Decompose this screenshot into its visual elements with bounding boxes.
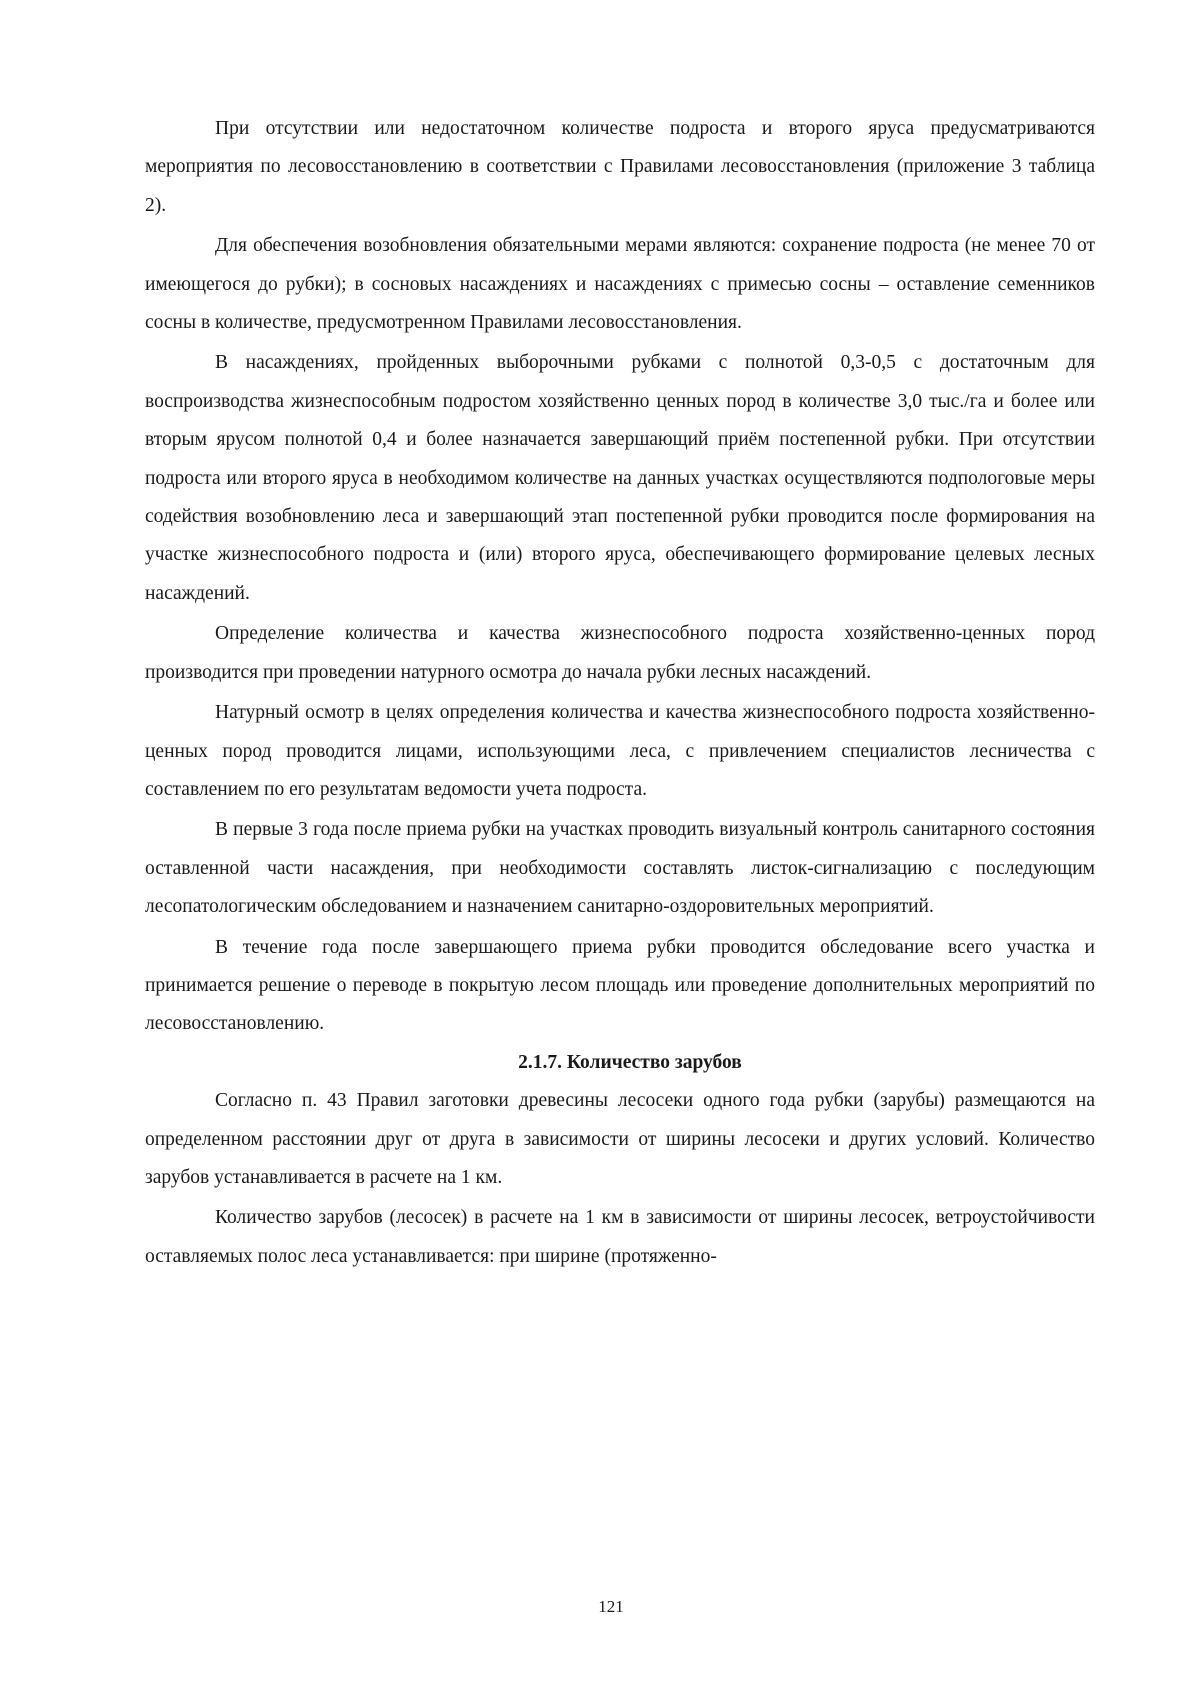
paragraph-undergrowth-assessment: Определение количества и качества жизнеспособного подроста хозяйственно-ценных пород производится при проведении натурного осмотра до начала рубки лесных насаждений. xyxy=(145,623,1095,683)
paragraph-selective-cutting: В насаждениях, пройденных выборочными рубками с полнотой 0,3-0,5 с достаточным для воспроизводства жизнеспособным подростом хозяйственно ценных пород в количестве 3,0 тыс./га и более или вторым ярусом полнотой 0,4 и более назначается завершающий приём постепенной рубки. При отсутствии подроста или второго яруса в необходимом количестве на данных участках осуществляются подпологовые меры содействия возобновлению леса и завершающий этап постепенной рубки проводится после формирования на участке жизнеспособного подроста и (или) второго яруса, обеспечивающего формирование целевых лесных насаждений. xyxy=(145,352,1095,604)
paragraph-site-survey: В течение года после завершающего приема рубки проводится обследование всего участка и принимается решение о переводе в покрытую лесом площадь или проведение дополнительных мероприятий по лесовосстановлению. xyxy=(145,936,1095,1035)
paragraph-sanitary-control: В первые 3 года после приема рубки на участках проводить визуальный контроль санитарного состояния оставленной части насаждения, при необходимости составлять листок-сигнализацию с последующим лесопатологическим обследованием и назначением санитарно-оздоровительных мероприятий. xyxy=(145,819,1095,918)
paragraph-cutting-placement: Согласно п. 43 Правил заготовки древесины лесосеки одного года рубки (зарубы) размещаются на определенном расстоянии друг от друга в зависимости от ширины лесосеки и других условий. Количество зарубов устанавливается в расчете на 1 км. xyxy=(145,1090,1095,1188)
page-body xyxy=(145,110,1095,1276)
section-heading: 2.1.7. Количество зарубов xyxy=(518,1051,742,1073)
paragraph-field-inspection: Натурный осмотр в целях определения количества и качества жизнеспособного подроста хозяйственно-ценных пород проводится лицами, использующими леса, с привлечением специалистов лесничества с составлением по его результатам ведомости учета подроста. xyxy=(145,702,1095,800)
paragraph-undergrowth-absence: При отсутствии или недостаточном количестве подроста и второго яруса предусматриваются мероприятия по лесовосстановлению в соответствии с Правилами лесовосстановления (приложение 3 таблица 2). xyxy=(145,118,1095,216)
paragraph-cutting-count: Количество зарубов (лесосек) в расчете на 1 км в зависимости от ширины лесосек, ветроустойчивости оставляемых полос леса устанавливается: при ширине (протяженно- xyxy=(145,1207,1095,1267)
paragraph-renewal-measures: Для обеспечения возобновления обязательными мерами являются: сохранение подроста (не менее 70 от имеющегося до рубки); в сосновых насаждениях и насаждениях с примесью сосны – оставление семенников сосны в количестве, предусмотренном Правилами лесовосстановления. xyxy=(145,235,1095,334)
page-number: 121 xyxy=(598,1597,624,1616)
